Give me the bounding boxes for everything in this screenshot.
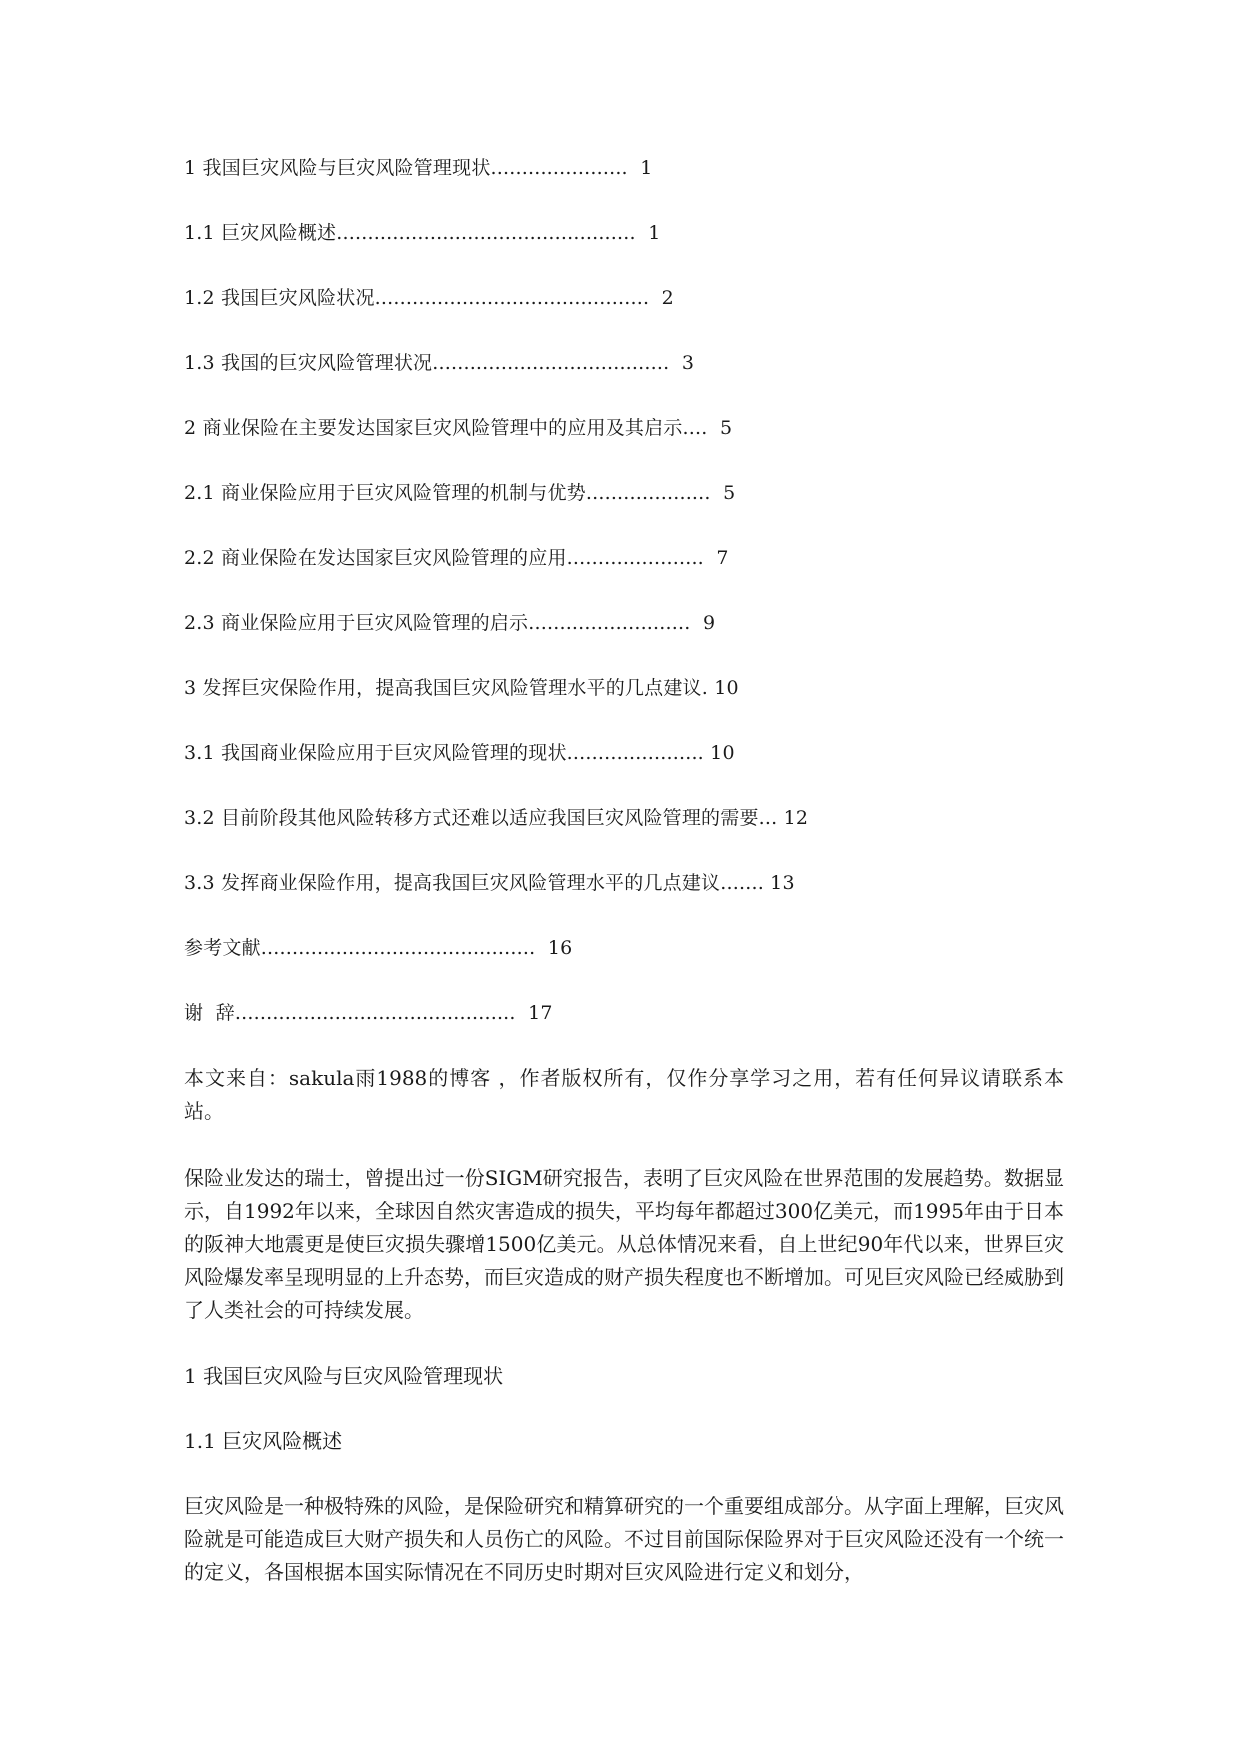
toc-entry[interactable]: 谢 辞............................................. 17 [184,1002,553,1024]
section-heading: 1 我国巨灾风险与巨灾风险管理现状 [184,1364,504,1388]
toc-entry[interactable]: 2.2 商业保险在发达国家巨灾风险管理的应用...................... 7 [184,547,729,569]
toc-entry[interactable]: 1.1 巨灾风险概述................................................ 1 [184,222,661,244]
table-of-contents [184,152,1084,1062]
toc-entry[interactable]: 3.2 目前阶段其他风险转移方式还难以适应我国巨灾风险管理的需要... 12 [184,807,809,829]
toc-entry[interactable]: 1 我国巨灾风险与巨灾风险管理现状...................... 1 [184,157,653,179]
toc-entry[interactable]: 参考文献............................................ 16 [184,937,573,959]
toc-entry[interactable]: 3 发挥巨灾保险作用，提高我国巨灾风险管理水平的几点建议. 10 [184,677,739,699]
toc-entry[interactable]: 2.1 商业保险应用于巨灾风险管理的机制与优势.................... 5 [184,482,736,504]
toc-entry[interactable]: 1.3 我国的巨灾风险管理状况...................................... 3 [184,352,695,374]
toc-entry[interactable]: 3.3 发挥商业保险作用，提高我国巨灾风险管理水平的几点建议....... 13 [184,872,795,894]
toc-entry[interactable]: 1.2 我国巨灾风险状况............................................ 2 [184,287,674,309]
toc-entry[interactable]: 2 商业保险在主要发达国家巨灾风险管理中的应用及其启示.... 5 [184,417,733,439]
toc-entry[interactable]: 2.3 商业保险应用于巨灾风险管理的启示.......................... 9 [184,612,716,634]
toc-entry[interactable]: 3.1 我国商业保险应用于巨灾风险管理的现状...................... 10 [184,742,735,764]
subsection-heading: 1.1 巨灾风险概述 [184,1429,343,1453]
intro-paragraph: 保险业发达的瑞士，曾提出过一份SIGM研究报告，表明了巨灾风险在世界范围的发展趋势。数据显示，自1992年以来，全球因自然灾害造成的损失，平均每年都超过300亿美元，而1995年由于日本的阪神大地震更是使巨灾损失骤增1500亿美元。从总体情况来看，自上世纪90年代以来，世界巨灾风险爆发率呈现明显的上升态势，而巨灾造成的财产损失程度也不断增加。可见巨灾风险已经威胁到了人类社会的可持续发展。 [184,1166,1064,1322]
definition-paragraph: 巨灾风险是一种极特殊的风险，是保险研究和精算研究的一个重要组成部分。从字面上理解，巨灾风险就是可能造成巨大财产损失和人员伤亡的风险。不过目前国际保险界对于巨灾风险还没有一个统一的定义，各国根据本国实际情况在不同历史时期对巨灾风险进行定义和划分， [184,1494,1064,1584]
source-note: 本文来自：sakula雨1988的博客 ，作者版权所有，仅作分享学习之用，若有任何异议请联系本站。 [184,1066,1064,1123]
